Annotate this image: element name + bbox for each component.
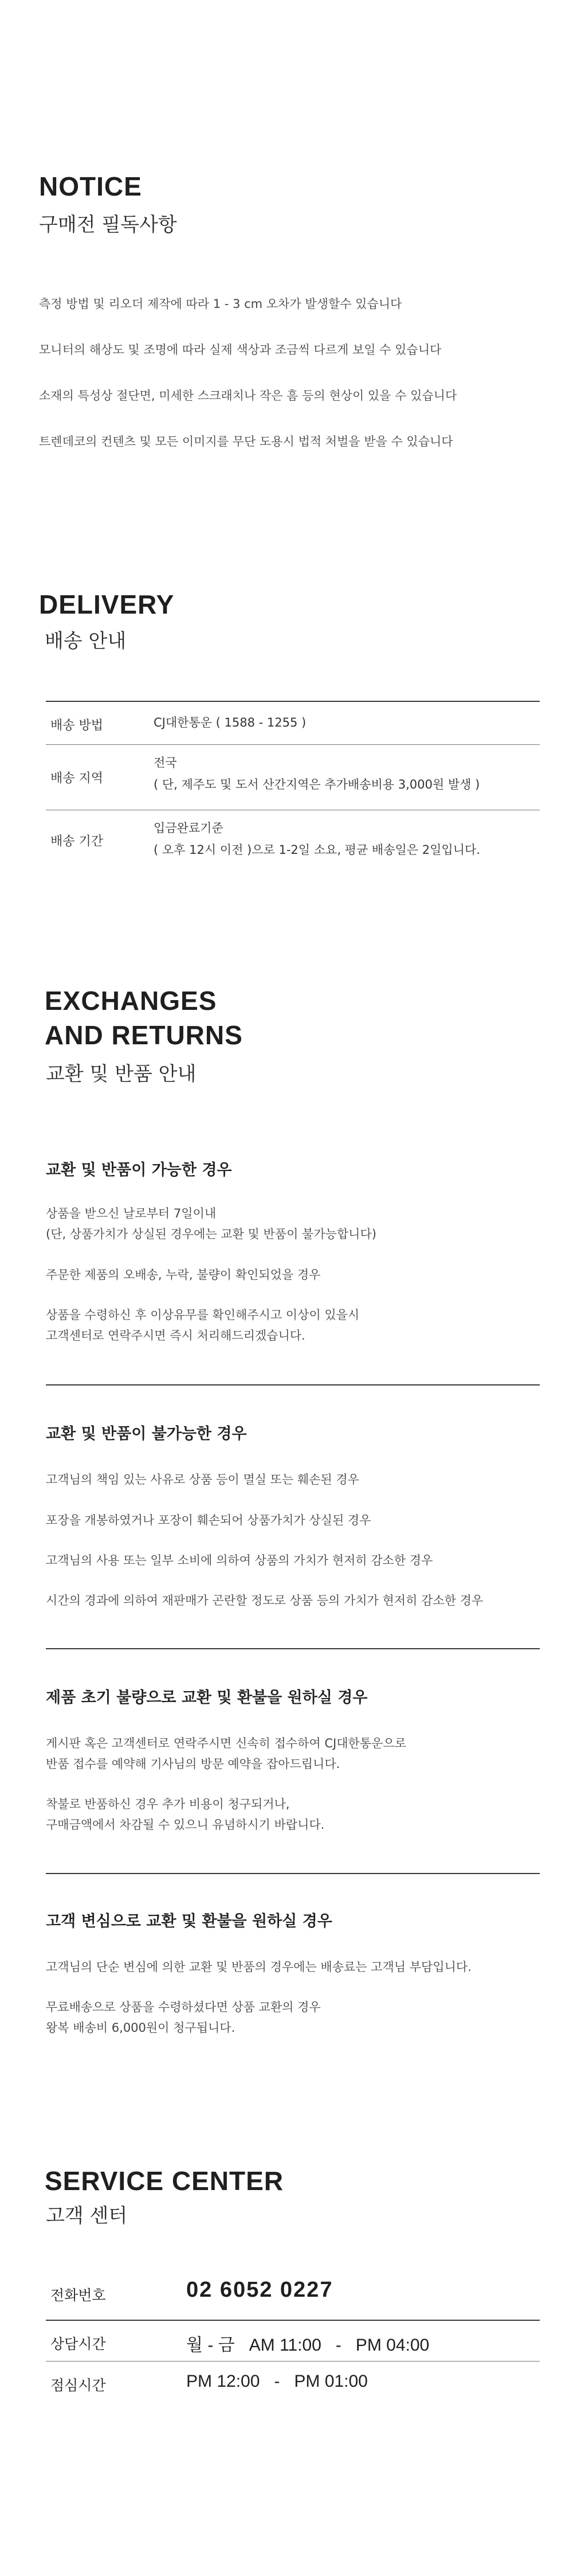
delivery-row-value: CJ대한통운 ( 1588 - 1255 ) — [154, 716, 307, 729]
notice-title-ko: 구매전 필독사항 — [39, 213, 177, 236]
exchange-impossible-line: 고객님의 책임 있는 사유로 상품 등이 멸실 또는 훼손된 경우 — [46, 1473, 359, 1486]
delivery-row-value-2: ( 오후 12시 이전 )으로 1-2일 소요, 평균 배송일은 2일입니다. — [154, 843, 480, 857]
defect-exchange-title: 제품 초기 불량으로 교환 및 환불을 원하실 경우 — [46, 1689, 368, 1707]
service-row-divider — [46, 2320, 540, 2321]
exchange-impossible-line: 시간의 경과에 의하여 재판매가 곤란할 정도로 상품 등의 가치가 현저히 감소한 경우 — [46, 1594, 484, 1607]
exchanges-title-ko: 교환 및 반품 안내 — [46, 1063, 197, 1086]
notice-item-1: 측정 방법 및 리오더 제작에 따라 1 - 3 cm 오차가 발생할수 있습니다 — [39, 297, 402, 311]
change-of-mind-line: 고객님의 단순 변심에 의한 교환 및 반품의 경우에는 배송료는 고객님 부담입니다. — [46, 1960, 472, 1974]
exchange-possible-line: 고객센터로 연락주시면 즉시 처리해드리겠습니다. — [46, 1329, 305, 1342]
delivery-row-label: 배송 방법 — [50, 719, 104, 733]
delivery-row-label: 배송 기간 — [50, 834, 104, 849]
exchanges-title-en-2: AND RETURNS — [45, 1020, 243, 1050]
exchanges-title-en-1: EXCHANGES — [45, 986, 217, 1016]
lunch-value: PM 12:00 - PM 01:00 — [186, 2372, 368, 2391]
defect-exchange-line: 반품 접수를 예약해 기사님의 방문 예약을 잡아드립니다. — [46, 1757, 340, 1771]
service-title-en: SERVICE CENTER — [45, 2166, 284, 2196]
delivery-row-value-2: ( 단, 제주도 및 도서 산간지역은 추가배송비용 3,000원 발생 ) — [154, 778, 480, 791]
delivery-row-value: 전국 — [154, 756, 177, 770]
service-title-ko: 고객 센터 — [46, 2204, 128, 2227]
defect-exchange-line: 구매금액에서 차감될 수 있으니 유념하시기 바랍니다. — [46, 1818, 325, 1832]
delivery-table-top-rule — [46, 701, 540, 702]
defect-exchange-line: 게시판 혹은 고객센터로 연락주시면 신속히 접수하여 CJ대한통운으로 — [46, 1736, 406, 1750]
exchange-impossible-title: 교환 및 반품이 불가능한 경우 — [46, 1425, 247, 1443]
lunch-label: 점심시간 — [50, 2377, 106, 2394]
phone-label: 전화번호 — [50, 2287, 106, 2304]
notice-item-2: 모니터의 해상도 및 조명에 따라 실제 색상과 조금씩 다르게 보일 수 있습니다 — [39, 343, 442, 357]
service-row-divider — [46, 2361, 540, 2362]
exchange-possible-line: 상품을 받으신 날로부터 7일이내 — [46, 1207, 217, 1220]
delivery-title-en: DELIVERY — [39, 590, 175, 619]
change-of-mind-line: 무료배송으로 상품을 수령하셨다면 상품 교환의 경우 — [46, 2000, 321, 2014]
exchange-impossible-line: 고객님의 사용 또는 일부 소비에 의하여 상품의 가치가 현저히 감소한 경우 — [46, 1554, 433, 1567]
section-divider — [46, 1873, 540, 1874]
change-of-mind-title: 고객 변심으로 교환 및 환불을 원하실 경우 — [46, 1913, 332, 1930]
phone-number[interactable]: 02 6052 0227 — [186, 2278, 333, 2302]
hours-label: 상담시간 — [50, 2336, 106, 2352]
exchange-impossible-line: 포장을 개봉하였거나 포장이 훼손되어 상품가치가 상실된 경우 — [46, 1513, 371, 1527]
exchange-possible-title: 교환 및 반품이 가능한 경우 — [46, 1161, 232, 1179]
delivery-row-label: 배송 지역 — [50, 771, 104, 786]
notice-item-4: 트렌데코의 컨텐츠 및 모든 이미지를 무단 도용시 법적 처벌을 받을 수 있습니다 — [39, 435, 453, 448]
exchange-possible-line: (단, 상품가치가 상실된 경우에는 교환 및 반품이 불가능합니다) — [46, 1227, 376, 1241]
delivery-row-value: 입금완료기준 — [154, 821, 223, 835]
delivery-row-divider — [46, 744, 540, 745]
notice-item-3: 소재의 특성상 절단면, 미세한 스크래치나 작은 흠 등의 현상이 있을 수 있습니다 — [39, 389, 457, 403]
exchange-possible-line: 상품을 수령하신 후 이상유무를 확인해주시고 이상이 있을시 — [46, 1308, 360, 1322]
change-of-mind-line: 왕복 배송비 6,000원이 청구됩니다. — [46, 2021, 236, 2035]
section-divider — [46, 1648, 540, 1649]
exchange-possible-line: 주문한 제품의 오배송, 누락, 불량이 확인되었을 경우 — [46, 1268, 321, 1282]
notice-title-en: NOTICE — [39, 171, 142, 201]
delivery-title-ko: 배송 안내 — [45, 630, 127, 653]
section-divider — [46, 1384, 540, 1385]
hours-value: 월 - 금 AM 11:00 - PM 04:00 — [186, 2336, 430, 2355]
defect-exchange-line: 착불로 반품하신 경우 추가 비용이 청구되거나, — [46, 1797, 290, 1811]
